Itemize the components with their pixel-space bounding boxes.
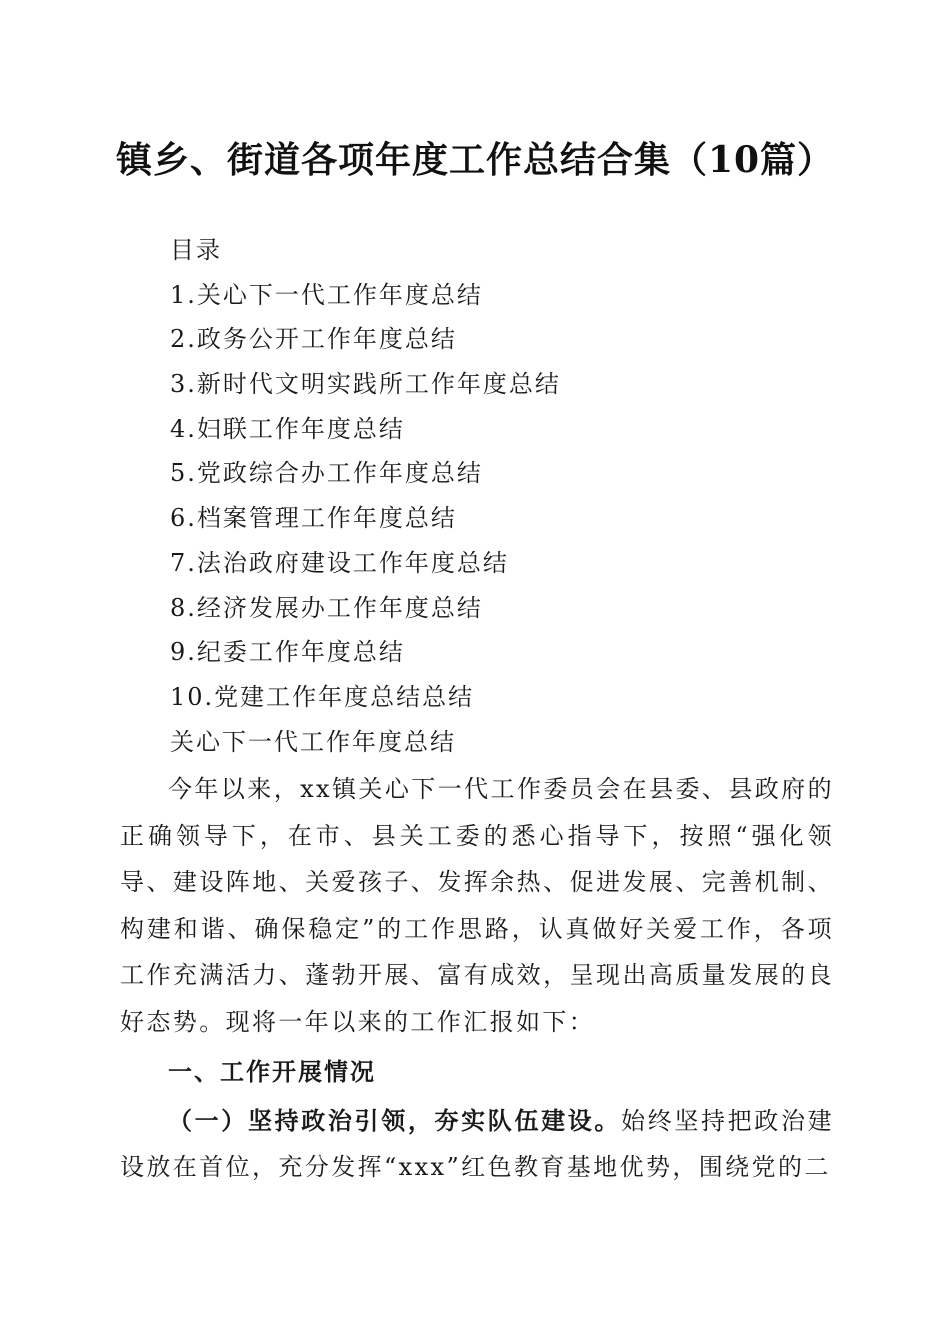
toc-item: 7.法治政府建设工作年度总结 (170, 548, 509, 577)
document-title: 镇乡、街道各项年度工作总结合集（10篇） (115, 139, 835, 181)
toc-item: 1.关心下一代工作年度总结 (170, 280, 483, 309)
section-title: 关心下一代工作年度总结 (170, 727, 456, 756)
table-of-contents (170, 228, 870, 764)
toc-heading: 目录 (170, 236, 222, 264)
toc-item: 3.新时代文明实践所工作年度总结 (170, 370, 561, 399)
sub-heading: （一）坚持政治引领，夯实队伍建设。 (168, 1105, 622, 1135)
sub-paragraph (120, 1098, 834, 1191)
sub-paragraph-text: 始终坚持把政治建设放在首位，充分发挥“xxx”红色教育基地优势，围绕党的二 (120, 1106, 834, 1182)
toc-item: 9.纪委工作年度总结 (170, 638, 405, 667)
toc-item: 6.档案管理工作年度总结 (170, 504, 457, 533)
toc-item: 10.党建工作年度总结总结 (170, 682, 475, 711)
toc-item: 4.妇联工作年度总结 (170, 414, 405, 443)
toc-item: 8.经济发展办工作年度总结 (170, 593, 483, 622)
toc-item: 5.党政综合办工作年度总结 (170, 459, 483, 488)
section-heading: 一、工作开展情况 (168, 1057, 376, 1086)
document-body (120, 766, 834, 1191)
intro-paragraph: 今年以来，xx镇关心下一代工作委员会在县委、县政府的正确领导下，在市、县关工委的悉心指导下，按照“强化领导、建设阵地、关爱孩子、发挥余热、促进发展、完善机制、构建和谐、确保稳定”的工作思路，认真做好关爱工作，各项工作充满活力、蓬勃开展、富有成效，呈现出高质量发展的良好态势。现将一年以来的工作汇报如下： (120, 775, 834, 1036)
toc-item: 2.政务公开工作年度总结 (170, 325, 457, 354)
